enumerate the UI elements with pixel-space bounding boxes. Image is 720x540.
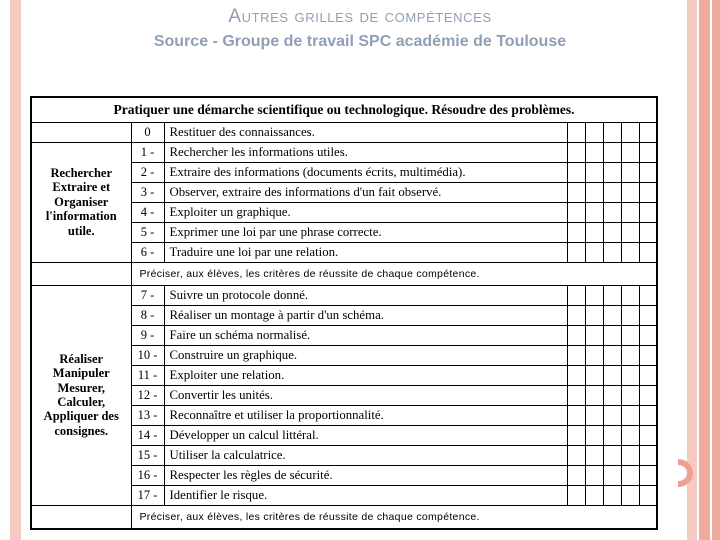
mark-cell — [585, 465, 603, 485]
mark-cell — [567, 485, 585, 505]
row-number: 6 - — [131, 242, 164, 262]
competency-text: Exploiter un graphique. — [164, 202, 567, 222]
mark-cell — [639, 162, 657, 182]
row-number: 7 - — [131, 285, 164, 305]
mark-cell — [621, 305, 639, 325]
mark-cell — [639, 142, 657, 162]
row-number: 14 - — [131, 425, 164, 445]
competency-text: Traduire une loi par une relation. — [164, 242, 567, 262]
mark-cell — [567, 162, 585, 182]
row-number: 8 - — [131, 305, 164, 325]
competency-text: Convertir les unités. — [164, 385, 567, 405]
table-row — [31, 285, 657, 305]
empty-label-cell — [31, 505, 131, 529]
mark-cell — [567, 345, 585, 365]
competency-text: Identifier le risque. — [164, 485, 567, 505]
row-number: 15 - — [131, 445, 164, 465]
mark-cell — [621, 365, 639, 385]
mark-cell — [567, 142, 585, 162]
row-number: 5 - — [131, 222, 164, 242]
mark-cell — [567, 465, 585, 485]
mark-cell — [603, 162, 621, 182]
corner-arc-decoration — [674, 459, 694, 487]
mark-cell — [603, 465, 621, 485]
mark-cell — [621, 285, 639, 305]
mark-cell — [621, 142, 639, 162]
mark-cell — [603, 485, 621, 505]
competency-text: Réaliser un montage à partir d'un schéma. — [164, 305, 567, 325]
mark-cell — [621, 385, 639, 405]
group-label-line: Calculer, — [57, 395, 106, 409]
mark-cell — [567, 182, 585, 202]
mark-cell — [603, 305, 621, 325]
mark-cell — [585, 485, 603, 505]
mark-cell — [567, 325, 585, 345]
competency-text: Restituer des connaissances. — [164, 122, 567, 142]
mark-cell — [603, 182, 621, 202]
mark-cell — [621, 445, 639, 465]
mark-cell — [621, 465, 639, 485]
right-accent-bar-edge — [712, 0, 720, 540]
mark-cell — [639, 122, 657, 142]
mark-cell — [621, 122, 639, 142]
group-label-line: Réaliser — [59, 351, 104, 366]
competency-table — [30, 96, 658, 530]
mark-cell — [585, 202, 603, 222]
mark-cell — [567, 285, 585, 305]
group-label-line: Manipuler — [52, 366, 110, 381]
mark-cell — [639, 202, 657, 222]
row-number: 13 - — [131, 405, 164, 425]
mark-cell — [567, 425, 585, 445]
mark-cell — [603, 222, 621, 242]
preciser-note: Préciser, aux élèves, les critères de réussite de chaque compétence. — [131, 505, 657, 529]
row-number: 0 — [131, 122, 164, 142]
group-label — [31, 285, 131, 505]
preciser-note: Préciser, aux élèves, les critères de réussite de chaque compétence. — [131, 262, 657, 285]
group-label-line: Organiser — [54, 194, 109, 209]
group-label-line: consignes. — [54, 423, 109, 438]
mark-cell — [621, 405, 639, 425]
mark-cell — [567, 202, 585, 222]
row-number: 9 - — [131, 325, 164, 345]
competency-text: Reconnaître et utiliser la proportionnalité. — [164, 405, 567, 425]
mark-cell — [567, 222, 585, 242]
row-number: 1 - — [131, 142, 164, 162]
mark-cell — [621, 325, 639, 345]
mark-cell — [621, 345, 639, 365]
row-number: 16 - — [131, 465, 164, 485]
mark-cell — [603, 365, 621, 385]
mark-cell — [621, 222, 639, 242]
row-number: 10 - — [131, 345, 164, 365]
competency-text: Construire un graphique. — [164, 345, 567, 365]
left-accent-bar — [10, 0, 21, 540]
empty-label-cell — [31, 122, 131, 142]
preciser-row — [31, 262, 657, 285]
mark-cell — [639, 222, 657, 242]
mark-cell — [621, 202, 639, 222]
mark-cell — [585, 142, 603, 162]
mark-cell — [621, 182, 639, 202]
group-label-line: Appliquer des — [43, 409, 119, 424]
mark-cell — [603, 345, 621, 365]
competency-text: Suivre un protocole donné. — [164, 285, 567, 305]
mark-cell — [585, 325, 603, 345]
group-label-line: utile. — [67, 223, 95, 238]
mark-cell — [639, 385, 657, 405]
mark-cell — [585, 242, 603, 262]
mark-cell — [639, 445, 657, 465]
mark-cell — [639, 425, 657, 445]
mark-cell — [639, 485, 657, 505]
preciser-row — [31, 505, 657, 529]
row-number: 17 - — [131, 485, 164, 505]
mark-cell — [603, 385, 621, 405]
mark-cell — [567, 385, 585, 405]
competency-text: Utiliser la calculatrice. — [164, 445, 567, 465]
mark-cell — [603, 325, 621, 345]
mark-cell — [603, 242, 621, 262]
table-header: Pratiquer une démarche scientifique ou technologique. Résoudre des problèmes. — [31, 97, 657, 122]
mark-cell — [585, 425, 603, 445]
mark-cell — [639, 345, 657, 365]
competency-text: Observer, extraire des informations d'un fait observé. — [164, 182, 567, 202]
row-number: 2 - — [131, 162, 164, 182]
right-accent-bar-middle — [699, 0, 710, 540]
mark-cell — [639, 325, 657, 345]
mark-cell — [639, 365, 657, 385]
mark-cell — [585, 385, 603, 405]
group-label-line: l'information — [45, 209, 117, 224]
row-number: 11 - — [131, 365, 164, 385]
mark-cell — [585, 222, 603, 242]
group-label-line: Rechercher — [50, 166, 113, 181]
slide-title: Autres grilles de compétences — [228, 6, 492, 27]
mark-cell — [639, 405, 657, 425]
mark-cell — [567, 445, 585, 465]
slide-header — [0, 6, 720, 51]
mark-cell — [639, 182, 657, 202]
row-number: 3 - — [131, 182, 164, 202]
competency-text: Développer un calcul littéral. — [164, 425, 567, 445]
mark-cell — [603, 425, 621, 445]
group-label — [31, 142, 131, 262]
mark-cell — [603, 122, 621, 142]
row-number: 4 - — [131, 202, 164, 222]
competency-text: Extraire des informations (documents écrits, multimédia). — [164, 162, 567, 182]
mark-cell — [639, 305, 657, 325]
mark-cell — [585, 305, 603, 325]
competency-text: Exprimer une loi par une phrase correcte. — [164, 222, 567, 242]
mark-cell — [639, 242, 657, 262]
competency-text: Rechercher les informations utiles. — [164, 142, 567, 162]
mark-cell — [585, 182, 603, 202]
mark-cell — [621, 162, 639, 182]
empty-label-cell — [31, 262, 131, 285]
competency-text: Faire un schéma normalisé. — [164, 325, 567, 345]
mark-cell — [585, 445, 603, 465]
mark-cell — [567, 122, 585, 142]
competency-table-body — [31, 122, 657, 529]
mark-cell — [567, 305, 585, 325]
mark-cell — [585, 122, 603, 142]
table-header-row — [31, 97, 657, 122]
mark-cell — [639, 465, 657, 485]
mark-cell — [585, 162, 603, 182]
mark-cell — [603, 445, 621, 465]
group-label-line: Extraire et — [52, 180, 111, 195]
competency-grid — [30, 96, 658, 530]
table-row — [31, 122, 657, 142]
mark-cell — [585, 405, 603, 425]
group-label-line: Mesurer, — [57, 380, 106, 395]
mark-cell — [603, 142, 621, 162]
mark-cell — [621, 485, 639, 505]
mark-cell — [585, 345, 603, 365]
competency-text: Exploiter une relation. — [164, 365, 567, 385]
mark-cell — [639, 285, 657, 305]
mark-cell — [585, 365, 603, 385]
mark-cell — [567, 405, 585, 425]
mark-cell — [621, 425, 639, 445]
competency-text: Respecter les règles de sécurité. — [164, 465, 567, 485]
mark-cell — [567, 365, 585, 385]
mark-cell — [603, 285, 621, 305]
mark-cell — [603, 405, 621, 425]
mark-cell — [603, 202, 621, 222]
slide-subtitle: Source - Groupe de travail SPC académie de Toulouse — [153, 33, 567, 50]
table-row — [31, 142, 657, 162]
mark-cell — [621, 242, 639, 262]
row-number: 12 - — [131, 385, 164, 405]
mark-cell — [567, 242, 585, 262]
mark-cell — [585, 285, 603, 305]
